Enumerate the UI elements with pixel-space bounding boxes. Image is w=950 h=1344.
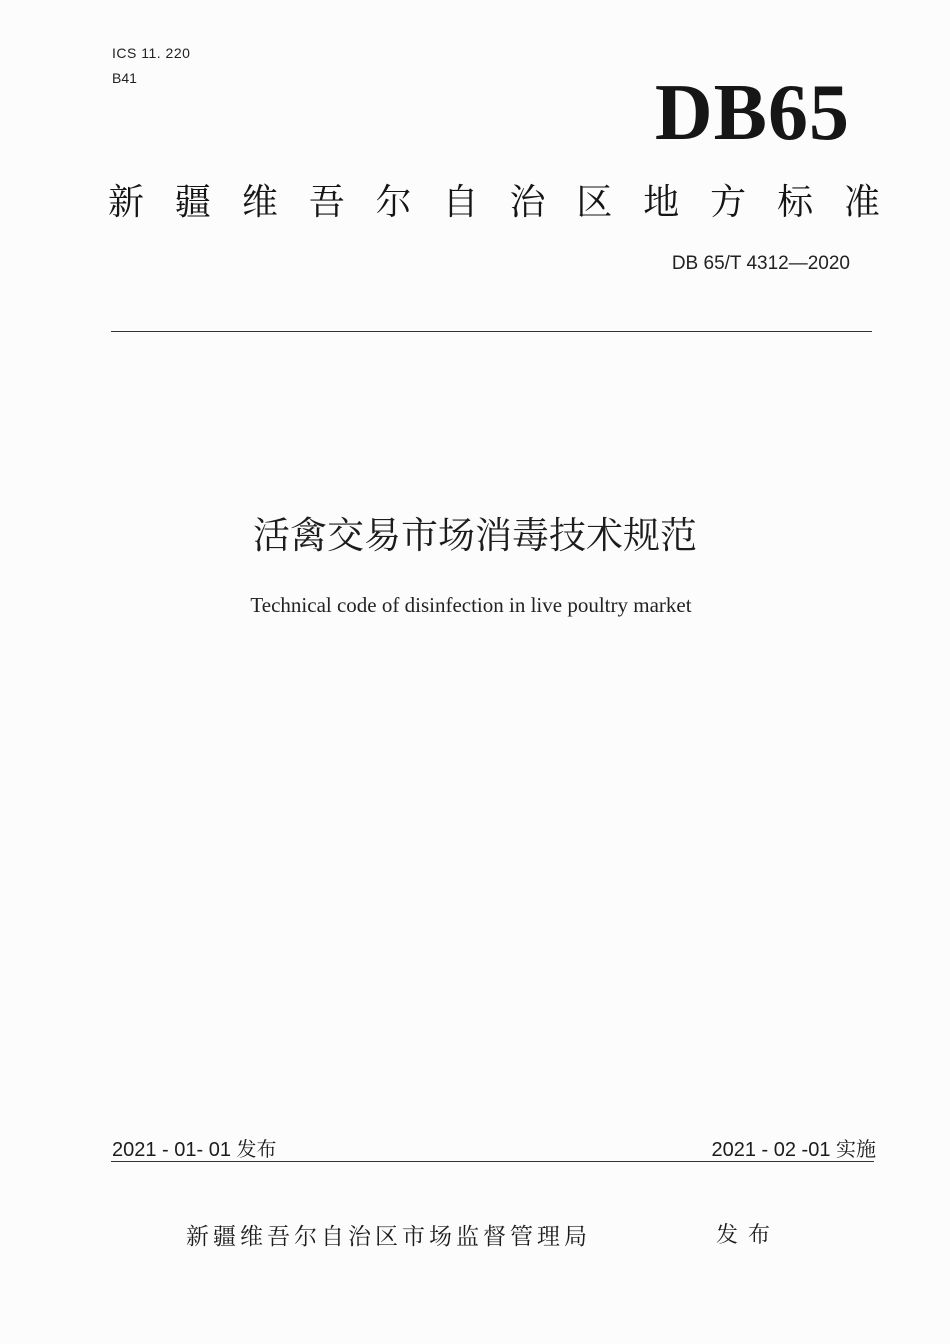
- standard-type-char: 尔: [375, 182, 412, 223]
- standard-type-char: 准: [843, 182, 880, 223]
- publish-label: 发布: [716, 1223, 781, 1248]
- standard-type-char: 方: [710, 182, 747, 223]
- standard-type-char: 疆: [174, 182, 211, 223]
- standard-type-char: 维: [241, 182, 278, 223]
- standard-type-char: 吾: [308, 182, 345, 223]
- ccs-code: B41: [112, 70, 137, 86]
- title-chinese: 活禽交易市场消毒技术规范: [253, 514, 697, 557]
- bottom-divider: [111, 1161, 874, 1162]
- top-divider: [111, 331, 872, 332]
- title-english: Technical code of disinfection in live poultry market: [250, 593, 692, 617]
- standard-type-char: 新: [108, 182, 145, 223]
- standard-type-char: 标: [777, 182, 814, 223]
- ics-code: ICS 11. 220: [112, 45, 191, 61]
- publisher-name: 新疆维吾尔自治区市场监督管理局: [186, 1224, 591, 1250]
- standard-type-heading: [108, 178, 880, 228]
- standard-code-logo: DB65: [654, 69, 850, 157]
- implementation-date: 2021 - 02 -01 实施: [711, 1139, 876, 1161]
- issue-date: 2021 - 01- 01 发布: [112, 1139, 277, 1161]
- standard-type-char: 区: [576, 182, 613, 223]
- standard-type-char: 治: [509, 182, 546, 223]
- standard-type-char: 地: [643, 182, 680, 223]
- standard-number: DB 65/T 4312—2020: [671, 253, 850, 274]
- standard-type-char: 自: [442, 182, 479, 223]
